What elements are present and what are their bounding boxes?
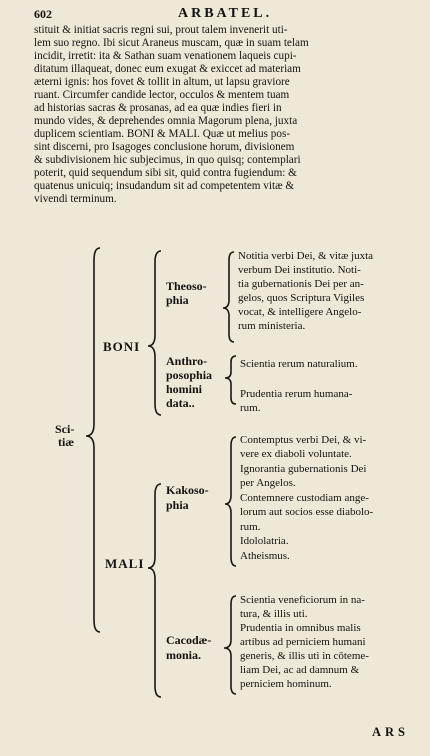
kakosophia-label-line: Kakoso- [166, 483, 209, 497]
scientia-label-line: Sci- [55, 422, 75, 436]
kakosophia-line: Contemptus verbi Dei, & vi- [240, 434, 367, 446]
theosophia-label-line: Theoso- [166, 279, 207, 293]
theosophia-line: vocat, & intelligere Angelo- [238, 306, 362, 318]
theosophia-line: Notitia verbi Dei, & vitæ juxta [238, 250, 374, 262]
theosophia-line: rum ministeria. [238, 320, 306, 332]
body-line: stituit & initiat sacris regni sui, prout talem invenerit uti- [34, 24, 288, 36]
anthroposophia-label-line: data.. [166, 396, 195, 410]
kakosophia-line: Ignorantia gubernationis Dei [240, 463, 367, 475]
kakosophia-line: vere ex diaboli voluntate. [240, 448, 352, 460]
kakosophia-line: rum. [240, 521, 261, 533]
brace-kakosophia [225, 437, 236, 566]
kakosophia-line: Contemnere custodiam ange- [240, 492, 369, 504]
cacodaemonia-line: artibus ad perniciem humani [240, 636, 366, 648]
cacodaemonia-line: generis, & illis uti in cōteme- [240, 650, 369, 662]
anthroposophia-line: rum. [240, 402, 261, 414]
anthroposophia-label-line: posophia [166, 368, 213, 382]
body-line: ad historias sacras & prosanas, ad ea quæ indies fieri in [34, 102, 282, 114]
mali-label: MALI [105, 556, 145, 571]
body-line: & subdivisionem hic subjecimus, in quo quisq; contemplari [34, 154, 301, 166]
brace-boni [148, 251, 161, 415]
kakosophia-line: Atheismus. [240, 550, 290, 562]
cacodaemonia-line: Scientia veneficiorum in na- [240, 594, 365, 606]
brace-theosophia [223, 252, 234, 342]
brace-anthroposophia [225, 356, 236, 404]
theosophia-line: tia gubernationis Dei per an- [238, 278, 364, 290]
brace-scientia [86, 248, 100, 632]
cacodaemonia-label-line: monia. [166, 648, 202, 662]
anthroposophia-line: Scientia rerum naturalium. [240, 358, 358, 370]
kakosophia-line: Idololatria. [240, 535, 289, 547]
running-title: ARBATEL. [178, 6, 273, 21]
anthroposophia-label-line: homini [166, 382, 203, 396]
body-line: ruant. Circumfer candide lector, occulos & mentem tuam [34, 89, 290, 101]
theosophia-line: verbum Dei institutio. Noti- [238, 264, 361, 276]
catchword: ARS [372, 725, 410, 739]
body-line: quatenus unicuiq; insudandum sit ad competentem vitæ & [34, 180, 295, 192]
brace-cacodaemonia [224, 596, 236, 694]
cacodaemonia-line: tura, & illis uti. [240, 608, 308, 620]
boni-label: BONI [103, 339, 141, 354]
body-line: mundo vides, & deprehendes omnia Magorum plena, juxta [34, 115, 298, 127]
kakosophia-line: lorum aut socios esse diabolo- [240, 506, 374, 518]
brace-mali [148, 484, 161, 697]
body-line: vivendi terminum. [34, 193, 117, 205]
body-line: ditatum illaqueat, donec eum exugat & exiccet ad materiam [34, 63, 301, 75]
kakosophia-label-line: phia [166, 498, 189, 512]
cacodaemonia-line: liam Dei, ac ad damnum & [240, 664, 360, 676]
page-number: 602 [34, 7, 52, 21]
body-line: sint discerni, pro Isagoges conclusione horum, divisionem [34, 141, 295, 153]
cacodaemonia-label-line: Cacodæ- [166, 633, 212, 647]
anthroposophia-label-line: Anthro- [166, 354, 208, 368]
kakosophia-line: per Angelos. [240, 477, 296, 489]
theosophia-line: gelos, quos Scriptura Vigiles [238, 292, 365, 304]
anthroposophia-line: Prudentia rerum humana- [240, 388, 353, 400]
cacodaemonia-line: Prudentia in omnibus malis [240, 622, 361, 634]
cacodaemonia-line: perniciem hominum. [240, 678, 332, 690]
theosophia-label-line: phia [166, 293, 189, 307]
scientia-label-line: tiæ [58, 435, 74, 449]
body-line: incidit, irretit: ita & Sathan suam venationem laqueis cupi- [34, 50, 297, 62]
body-line: æterni ignis: hos fovet & tollit in altum, ut lapsu graviore [34, 76, 290, 88]
body-line: lem suo regno. Ibi sicut Araneus muscam, quæ in suam telam [34, 37, 309, 49]
body-line: duplicem scientiam. BONI & MALI. Quæ ut melius pos- [34, 128, 291, 140]
body-line: poterit, quid sequendum sibi sit, quid contra fugiendum: & [34, 167, 297, 179]
